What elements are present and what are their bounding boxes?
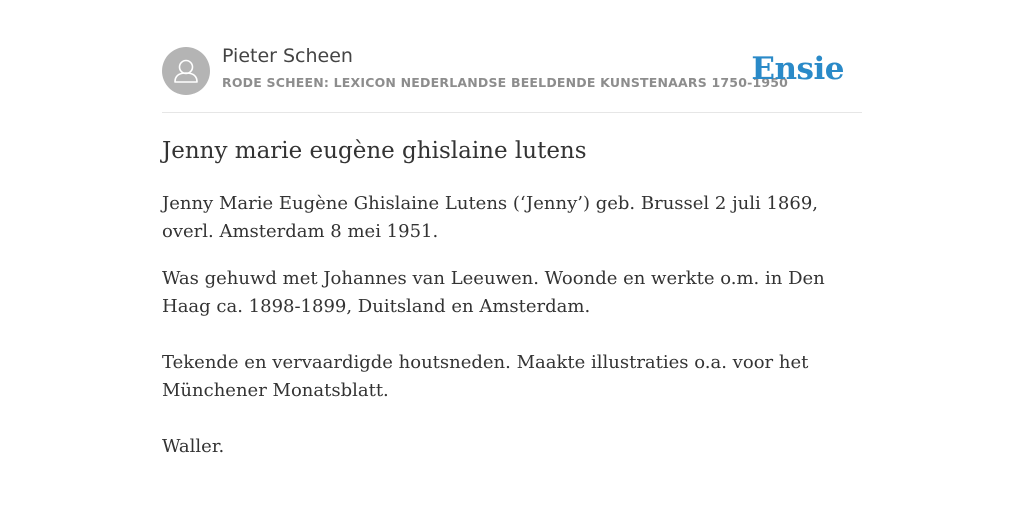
user-silhouette-icon xyxy=(162,47,210,95)
paragraph-details: Was gehuwd met Johannes van Leeuwen. Woonde en werkte o.m. in Den Haag ca. 1898-1899, Duitsland en Amsterdam. Tekende en vervaardigde houtsneden. Maakte illustraties o.a. voor het Münchener Monatsblatt. Waller. xyxy=(162,268,825,457)
entry-header xyxy=(162,0,862,113)
entry-card xyxy=(162,0,862,457)
paragraph-biography: Jenny Marie Eugène Ghislaine Lutens (‘Jenny’) geb. Brussel 2 juli 1869, overl. Amsterdam 8 mei 1951. xyxy=(162,193,819,242)
source-title[interactable]: RODE SCHEEN: LEXICON NEDERLANDSE BEELDENDE KUNSTENAARS 1750-1950 xyxy=(222,75,789,90)
author-name[interactable]: Pieter Scheen xyxy=(222,45,353,67)
entry-title: Jenny marie eugène ghislaine lutens xyxy=(162,138,587,164)
entry-body xyxy=(162,190,862,461)
ensie-logo[interactable]: Ensie xyxy=(751,51,844,87)
author-avatar[interactable] xyxy=(162,47,210,95)
